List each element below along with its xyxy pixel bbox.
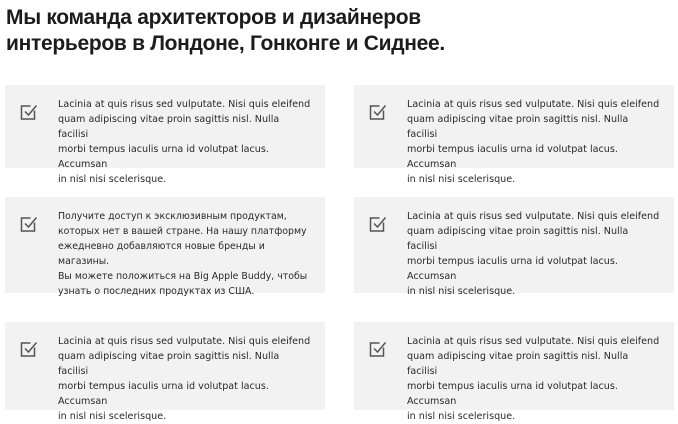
feature-card-text: Lacinia at quis risus sed vulputate. Nisi quis eleifend quam adipiscing vitae proin sagittis nisl. Nulla facilisi morbi tempus iaculis urna id volutpat lacus. Accumsan in nisl nisi scelerisque.: [407, 211, 660, 297]
feature-card-5: [5, 322, 325, 422]
feature-card-1: [5, 85, 325, 185]
feature-card-3: [5, 197, 325, 297]
checkbox-check-icon: [18, 101, 40, 123]
feature-card-4: [354, 197, 674, 297]
page-heading-line-1: Мы команда архитекторов и дизайнеров: [6, 6, 421, 29]
checkbox-check-icon: [367, 338, 389, 360]
checkbox-check-icon: [367, 213, 389, 235]
checkbox-check-icon: [18, 338, 40, 360]
page-heading: [6, 5, 666, 57]
feature-card-2: [354, 85, 674, 185]
feature-card-text: Получите доступ к эксклюзивным продуктам, которых нет в вашей стране. На нашу платформу ежедневно добавляются новые бренды и магазины. Вы можете положиться на Big Apple Buddy, чтобы узнать о последних продуктах из США.: [58, 211, 308, 297]
feature-card-text: Lacinia at quis risus sed vulputate. Nisi quis eleifend quam adipiscing vitae proin sagittis nisl. Nulla facilisi morbi tempus iaculis urna id volutpat lacus. Accumsan in nisl nisi scelerisque.: [58, 336, 311, 422]
feature-card-text: Lacinia at quis risus sed vulputate. Nisi quis eleifend quam adipiscing vitae proin sagittis nisl. Nulla facilisi morbi tempus iaculis urna id volutpat lacus. Accumsan in nisl nisi scelerisque.: [58, 99, 311, 185]
feature-card-6: [354, 322, 674, 422]
checkbox-check-icon: [367, 101, 389, 123]
checkbox-check-icon: [18, 213, 40, 235]
feature-card-text: Lacinia at quis risus sed vulputate. Nisi quis eleifend quam adipiscing vitae proin sagittis nisl. Nulla facilisi morbi tempus iaculis urna id volutpat lacus. Accumsan in nisl nisi scelerisque.: [407, 99, 660, 185]
page-heading-line-2: интерьеров в Лондоне, Гонконге и Сиднее.: [6, 32, 445, 55]
feature-card-text: Lacinia at quis risus sed vulputate. Nisi quis eleifend quam adipiscing vitae proin sagittis nisl. Nulla facilisi morbi tempus iaculis urna id volutpat lacus. Accumsan in nisl nisi scelerisque.: [407, 336, 660, 422]
